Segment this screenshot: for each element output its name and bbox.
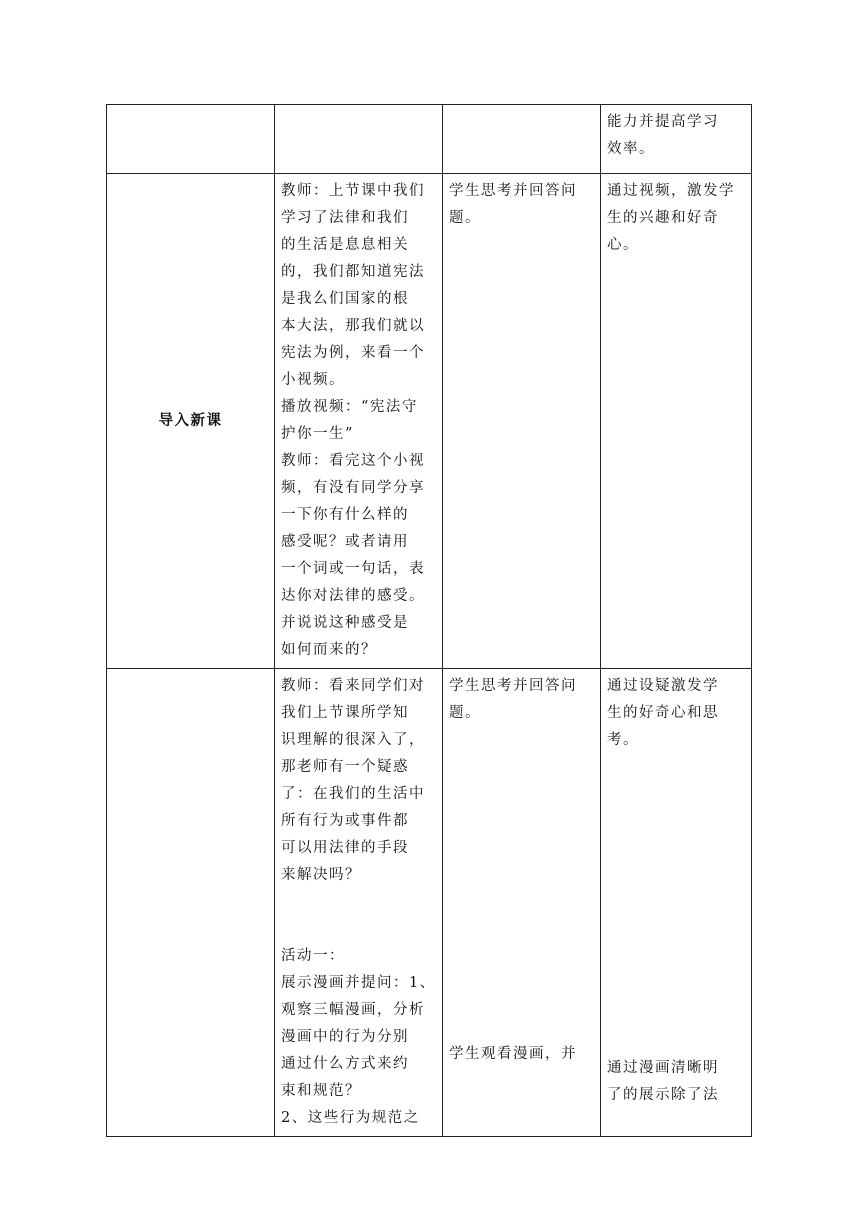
text-line: 一个词或一句话，表 (281, 561, 425, 577)
text-line: 漫画中的行为分别 (281, 1029, 409, 1045)
text-line: 展示漫画并提问：1、 (281, 975, 436, 991)
text-line: 小视频。 (281, 372, 345, 388)
text-line: 识理解的很深入了， (281, 732, 425, 748)
text-line: 所有行为或事件都 (281, 813, 409, 829)
text-line: 束和规范？ (281, 1083, 361, 1099)
text-line: 我们上节课所学知 (281, 705, 409, 721)
spacer (281, 889, 436, 943)
text-line: 了的展示除了法 (607, 1087, 719, 1103)
table-row (107, 174, 752, 669)
lesson-plan-table (106, 104, 752, 1137)
text-line: 学生思考并回答问 (449, 678, 577, 694)
text-line: 通过视频，激发学 (607, 183, 735, 199)
text-line: 生的好奇心和思 (607, 705, 719, 721)
stage-cell (107, 105, 275, 174)
stage-cell: 导入新课 (107, 174, 275, 669)
text-line: 通过漫画清晰明 (607, 1060, 719, 1076)
teacher-activity-cell (275, 669, 443, 1137)
text-line: 感受呢？或者请用 (281, 534, 409, 550)
text-line: 活动一： (281, 948, 345, 964)
text-line: 频，有没有同学分享 (281, 480, 425, 496)
text-line: 如何而来的？ (281, 642, 377, 658)
text-line: 通过什么方式来约 (281, 1056, 409, 1072)
text-line: 学习了法律和我们 (281, 210, 409, 226)
text-line: 教师：上节课中我们 (281, 183, 425, 199)
text-line: 心。 (607, 237, 639, 253)
text-line: 观察三幅漫画，分析 (281, 1002, 425, 1018)
text-line: 教师：看完这个小视 (281, 453, 425, 469)
design-intent-cell (601, 669, 752, 1137)
text-line: 的生活是息息相关 (281, 237, 409, 253)
text-line: 题。 (449, 210, 481, 226)
stage-cell (107, 669, 275, 1137)
design-intent-cell (601, 174, 752, 669)
text-line: 考。 (607, 732, 639, 748)
text-line: 本大法，那我们就以 (281, 318, 425, 334)
text-line: 2、这些行为规范之 (281, 1110, 420, 1126)
teacher-activity-cell (275, 105, 443, 174)
text-line: 可以用法律的手段 (281, 840, 409, 856)
student-activity-cell (443, 105, 601, 174)
student-activity-cell (443, 174, 601, 669)
text-line: 能力并提高学习 (607, 114, 719, 130)
text-line: 播放视频：“宪法守 (281, 399, 418, 415)
table-row (107, 669, 752, 1137)
design-intent-cell (601, 105, 752, 174)
text-line: 效率。 (607, 141, 655, 157)
text-line: 了：在我们的生活中 (281, 786, 425, 802)
text-line: 达你对法律的感受。 (281, 588, 425, 604)
text-line: 生的兴趣和好奇 (607, 210, 719, 226)
table-row (107, 105, 752, 174)
text-line: 是我么们国家的根 (281, 291, 409, 307)
text-line: 那老师有一个疑惑 (281, 759, 409, 775)
text-line: 学生观看漫画，并 (449, 1046, 577, 1062)
text-line: 教师：看来同学们对 (281, 678, 425, 694)
text-line: 通过设疑激发学 (607, 678, 719, 694)
text-line: 宪法为例，来看一个 (281, 345, 425, 361)
student-activity-cell (443, 669, 601, 1137)
text-line: 题。 (449, 705, 481, 721)
text-line: 护你一生” (281, 426, 354, 442)
text-line: 学生思考并回答问 (449, 183, 577, 199)
text-line: 并说说这种感受是 (281, 615, 409, 631)
teacher-activity-cell (275, 174, 443, 669)
text-line: 的，我们都知道宪法 (281, 264, 425, 280)
text-line: 来解决吗？ (281, 867, 361, 883)
text-line: 一下你有什么样的 (281, 507, 409, 523)
